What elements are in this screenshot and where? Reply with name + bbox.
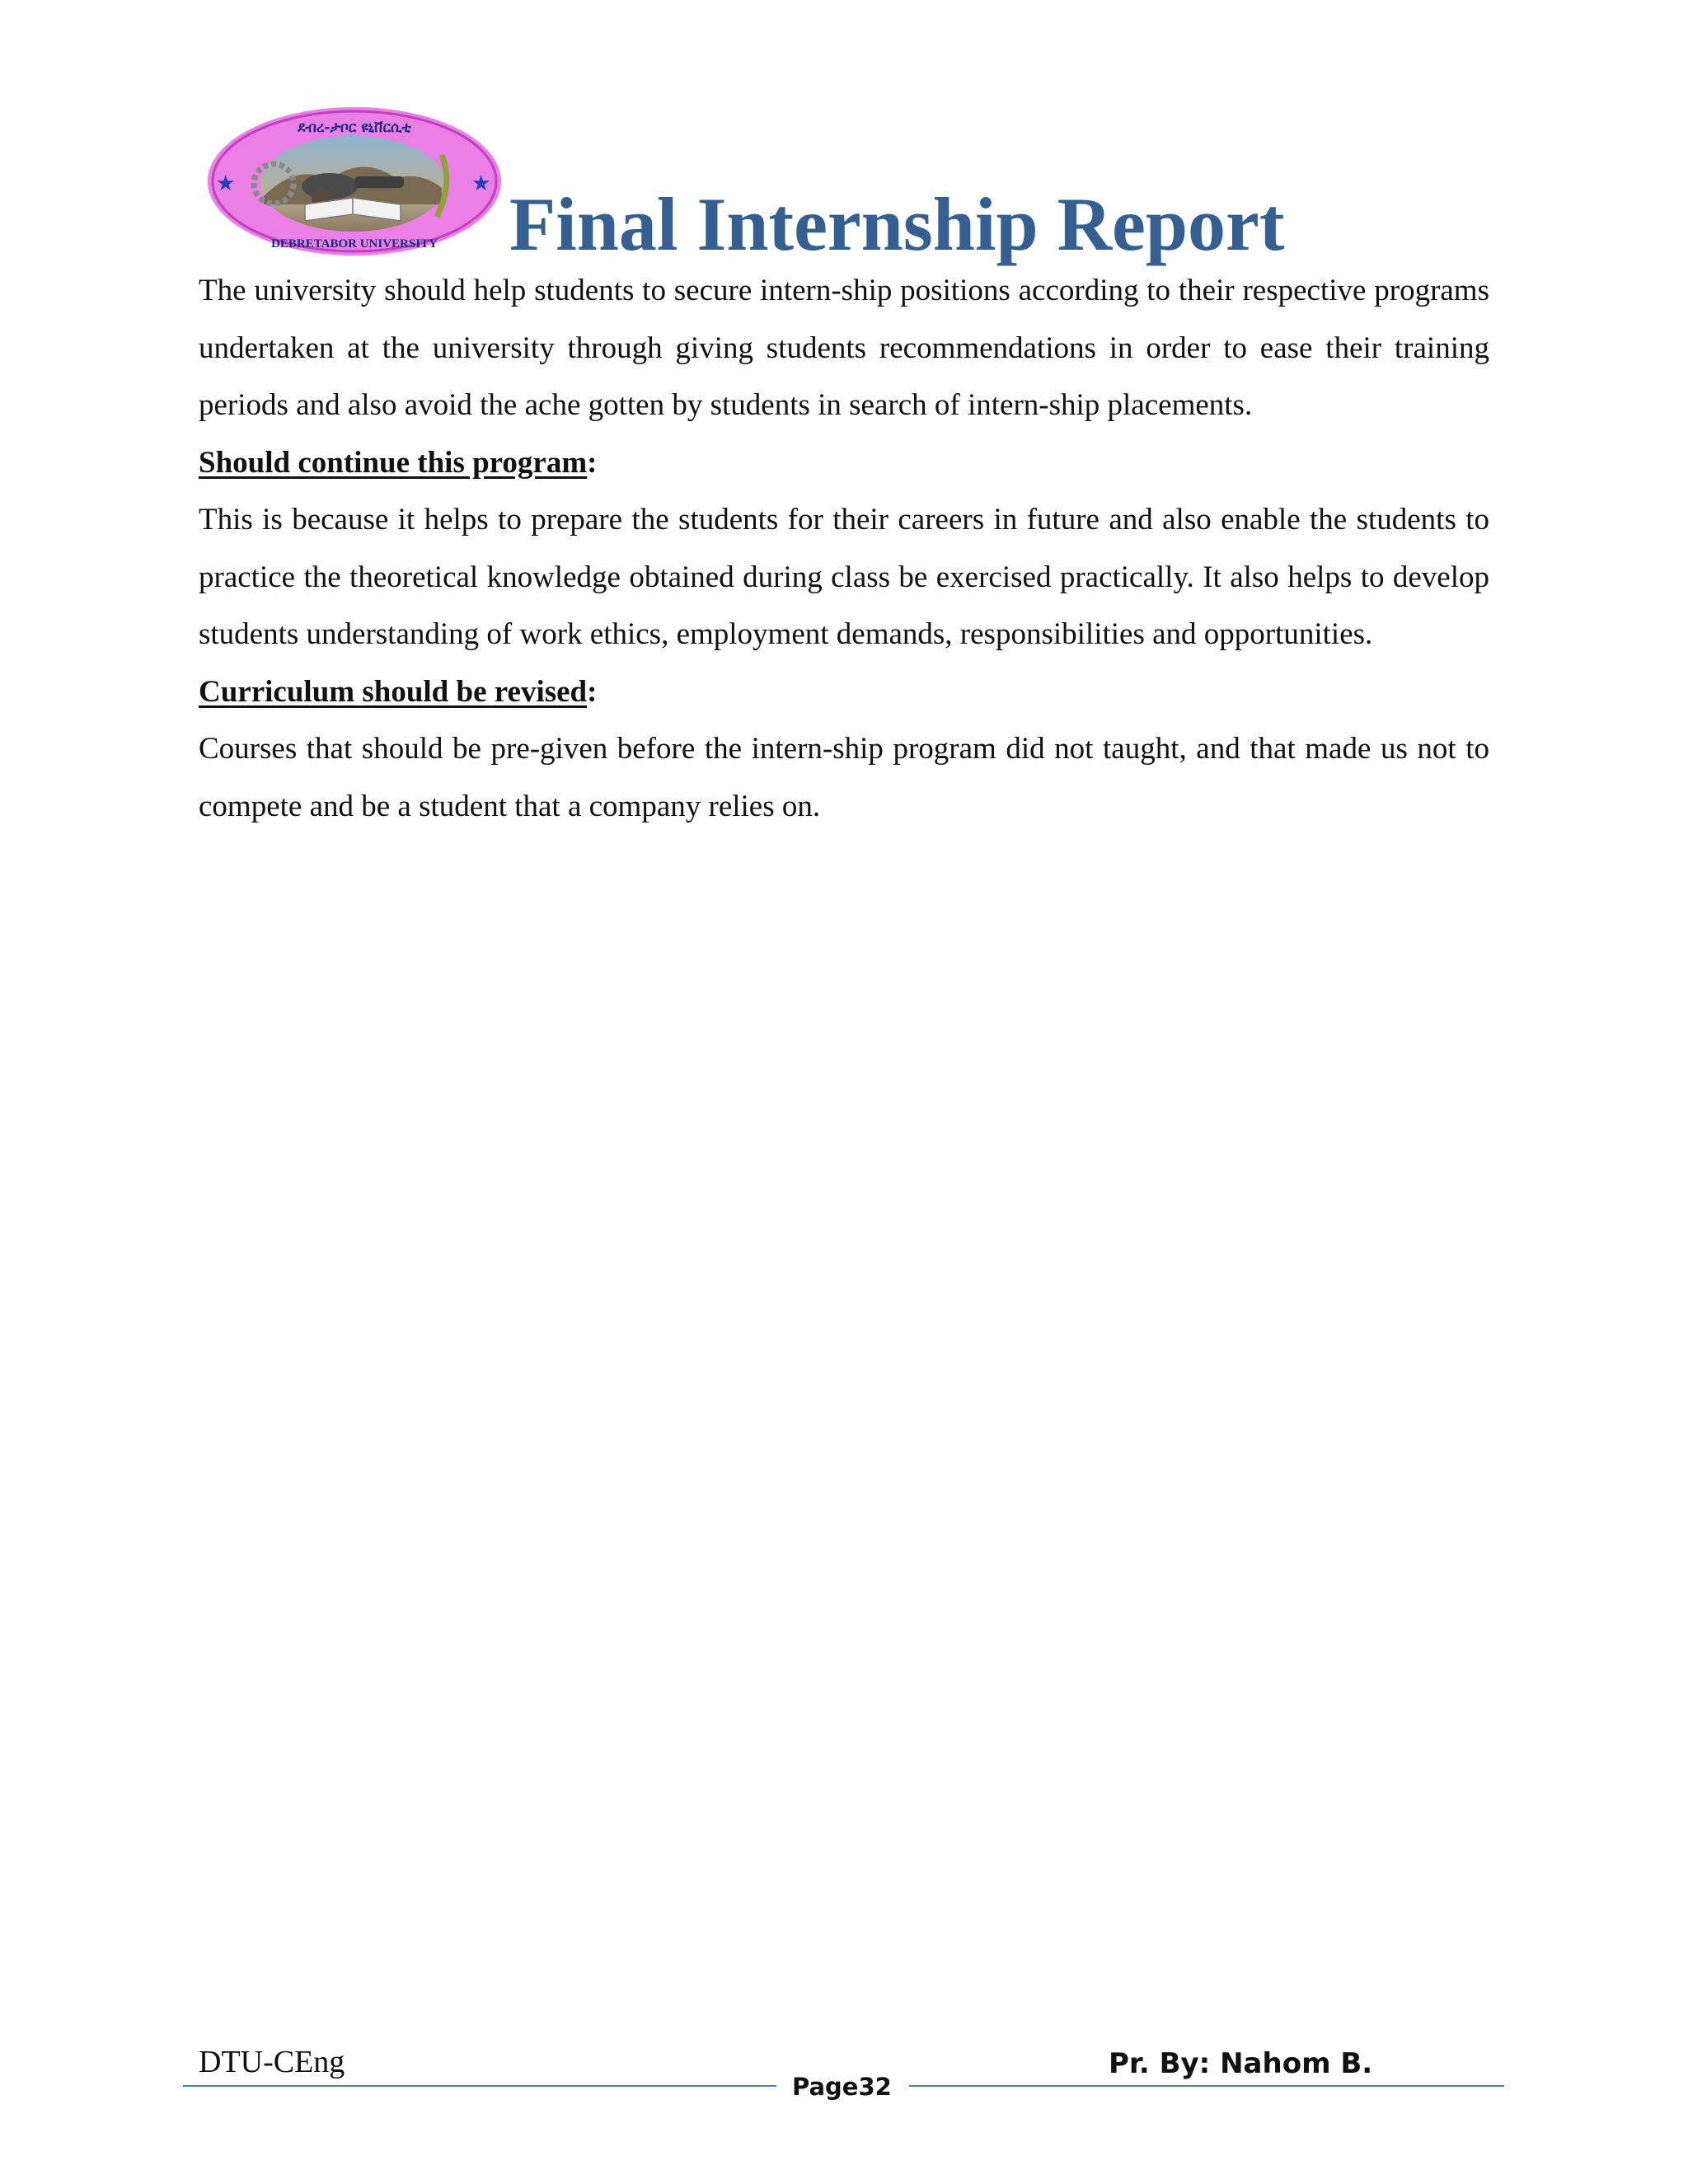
paragraph-continue-program: This is because it helps to prepare the students for their careers in future and also enable the students to practice the theoretical knowledge obtained during class be exercised practically. It also helps to develop students understanding of work ethics, employment demands, responsibilities and opportunities. xyxy=(199,503,1489,651)
svg-text:★: ★ xyxy=(471,171,491,196)
footer-author: Pr. By: Nahom B. xyxy=(1109,2047,1373,2080)
heading-continue-program xyxy=(199,434,1489,492)
paragraph-curriculum: Courses that should be pre-given before the intern-ship program did not taught, and that made us not to compete and be a student that a company relies on. xyxy=(199,732,1489,823)
footer-rule-left xyxy=(183,2085,776,2087)
footer-department: DTU-CEng xyxy=(199,2045,345,2079)
heading-curriculum-revised-text: Curriculum should be revised xyxy=(199,674,588,709)
logo-top-text: ደብረ-ታቦር ዩኒቨርሲቲ xyxy=(298,120,411,136)
heading-curriculum-revised xyxy=(199,663,1489,721)
heading-colon: : xyxy=(587,445,598,480)
paragraph-university-support: The university should help students to secure intern-ship positions according to their respective programs undertaken at the university through giving students recommendations in order to ease their training periods and also avoid the ache gotten by students in search of intern-ship placements. xyxy=(199,274,1489,422)
heading-continue-program-text: Should continue this program xyxy=(199,445,588,480)
logo-bottom-text: DEBRETABOR UNIVERSITY xyxy=(271,237,438,251)
heading-colon: : xyxy=(587,674,598,709)
footer-page-number: Page32 xyxy=(792,2073,892,2101)
report-body xyxy=(199,262,1489,835)
svg-text:★: ★ xyxy=(216,171,236,196)
footer-rule-right xyxy=(909,2085,1504,2087)
report-title: Final Internship Report xyxy=(509,182,1285,266)
university-logo xyxy=(206,105,503,258)
